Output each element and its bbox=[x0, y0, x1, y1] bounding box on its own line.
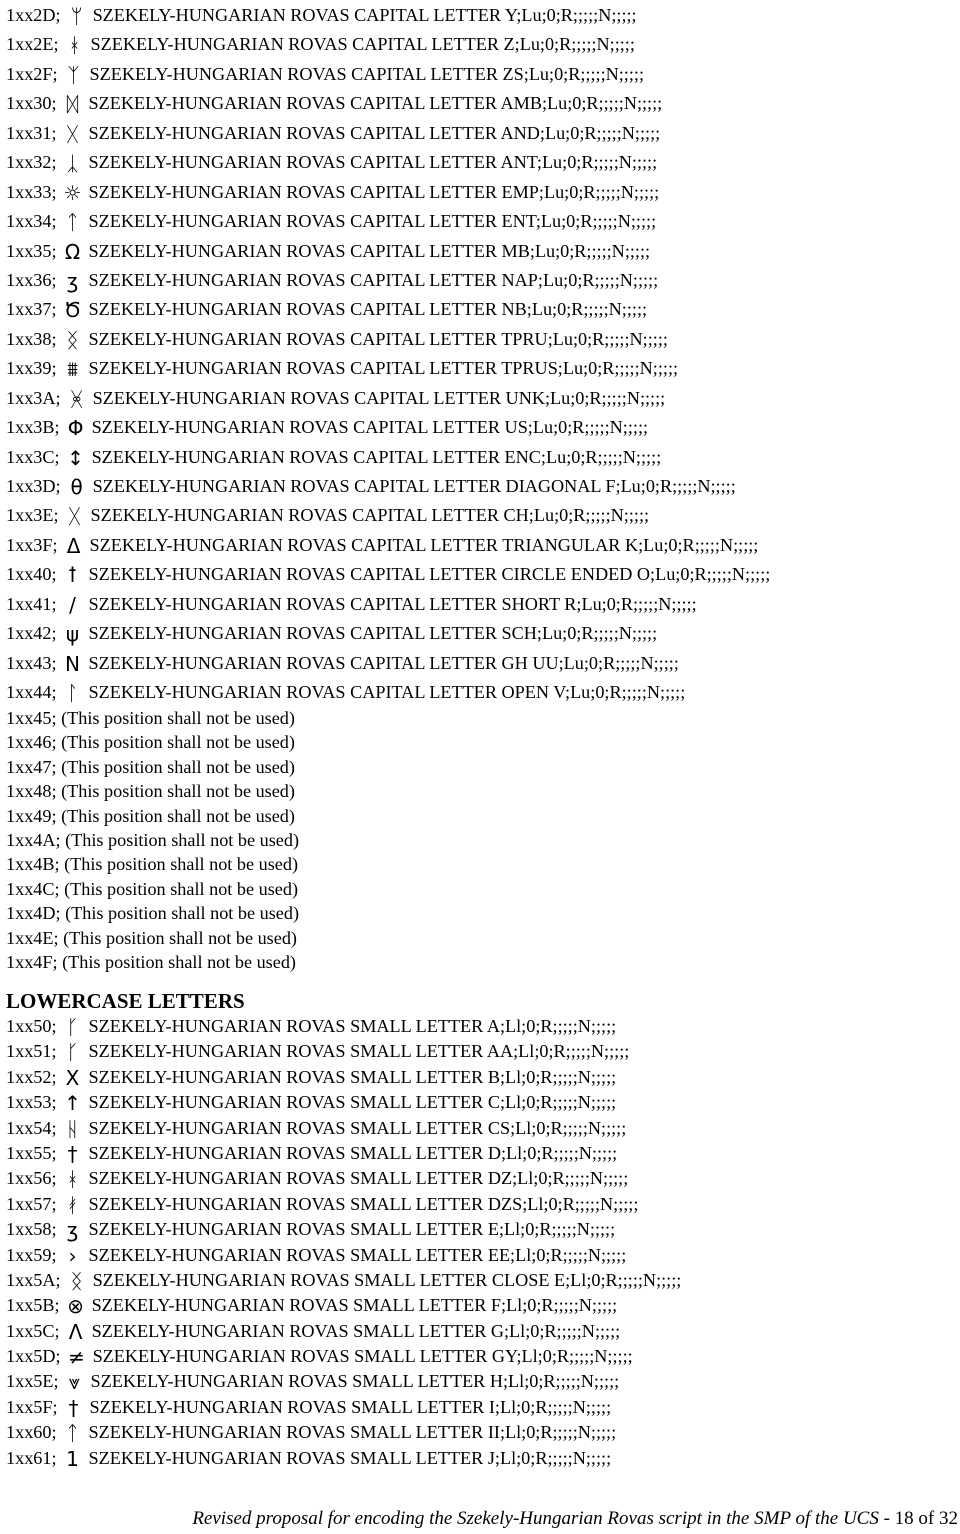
rovas-glyph: ᛘ bbox=[70, 4, 83, 28]
unused-position-row: 1xx4F; (This position shall not be used) bbox=[6, 951, 296, 972]
capital-entry-row bbox=[6, 619, 956, 648]
capital-entry-row bbox=[6, 560, 956, 589]
entry-name: SZEKELY-HUNGARIAN ROVAS SMALL LETTER J;Ll;0;R;;;;;N;;;;; bbox=[88, 1447, 612, 1468]
rovas-glyph: / bbox=[69, 592, 76, 617]
entry-code: 1xx37; bbox=[6, 299, 57, 320]
unused-position-row: 1xx46; (This position shall not be used) bbox=[6, 732, 295, 753]
small-entry-row bbox=[6, 1116, 956, 1141]
entry-name: SZEKELY-HUNGARIAN ROVAS CAPITAL LETTER TPRU;Lu;0;R;;;;;N;;;;; bbox=[88, 328, 668, 349]
capital-entry-row bbox=[6, 325, 956, 354]
rovas-glyph: Ω bbox=[64, 239, 81, 264]
entry-name: SZEKELY-HUNGARIAN ROVAS SMALL LETTER EE;Ll;0;R;;;;;N;;;;; bbox=[88, 1244, 627, 1265]
rovas-glyph: ψ bbox=[65, 622, 80, 647]
entry-name: SZEKELY-HUNGARIAN ROVAS CAPITAL LETTER MB;Lu;0;R;;;;;N;;;;; bbox=[88, 240, 651, 261]
entry-name: SZEKELY-HUNGARIAN ROVAS SMALL LETTER H;Ll;0;R;;;;;N;;;;; bbox=[90, 1371, 620, 1392]
rovas-glyph: † bbox=[68, 1395, 79, 1420]
entry-name: SZEKELY-HUNGARIAN ROVAS SMALL LETTER II;Ll;0;R;;;;;N;;;;; bbox=[88, 1422, 617, 1443]
entry-code: 1xx3F; bbox=[6, 534, 58, 555]
rovas-glyph: ʒ bbox=[66, 1218, 79, 1243]
small-entry-row bbox=[6, 1065, 956, 1090]
small-entry-row bbox=[6, 1166, 956, 1191]
entry-code: 1xx31; bbox=[6, 122, 57, 143]
capital-entry-row bbox=[6, 60, 956, 89]
entry-name: SZEKELY-HUNGARIAN ROVAS CAPITAL LETTER DIAGONAL F;Lu;0;R;;;;;N;;;;; bbox=[92, 476, 736, 496]
entry-name: SZEKELY-HUNGARIAN ROVAS CAPITAL LETTER TPRUS;Lu;0;R;;;;;N;;;;; bbox=[88, 358, 679, 379]
entry-name: SZEKELY-HUNGARIAN ROVAS SMALL LETTER DZ;Ll;0;R;;;;;N;;;;; bbox=[88, 1168, 629, 1189]
entry-name: SZEKELY-HUNGARIAN ROVAS SMALL LETTER C;Ll;0;R;;;;;N;;;;; bbox=[88, 1092, 617, 1113]
entry-code: 1xx5B; bbox=[6, 1295, 60, 1316]
capital-entry-row bbox=[6, 1, 956, 30]
small-entry-row bbox=[6, 1319, 956, 1344]
capital-entry-row bbox=[6, 501, 956, 530]
entry-code: 1xx56; bbox=[6, 1168, 57, 1189]
rovas-glyph: Ծ bbox=[63, 298, 82, 323]
small-letters-list bbox=[6, 1014, 956, 1471]
small-entry-row bbox=[6, 1369, 956, 1394]
capital-entry-row bbox=[6, 295, 956, 324]
entry-code: 1xx3C; bbox=[6, 446, 60, 467]
entry-code: 1xx40; bbox=[6, 564, 57, 585]
capital-entry-row bbox=[6, 148, 956, 177]
rovas-glyph: ᚺ bbox=[66, 1116, 79, 1141]
rovas-glyph: ᛏ bbox=[66, 210, 79, 235]
small-entry-row bbox=[6, 1344, 956, 1369]
capital-entry-row bbox=[6, 178, 956, 207]
entry-name: SZEKELY-HUNGARIAN ROVAS SMALL LETTER GY;Ll;0;R;;;;;N;;;;; bbox=[92, 1346, 633, 1367]
rovas-glyph: ᚷ bbox=[68, 504, 81, 529]
entry-name: SZEKELY-HUNGARIAN ROVAS SMALL LETTER G;Ll;0;R;;;;;N;;;;; bbox=[91, 1320, 621, 1341]
entry-name: SZEKELY-HUNGARIAN ROVAS SMALL LETTER F;Ll;0;R;;;;;N;;;;; bbox=[91, 1295, 618, 1316]
rovas-glyph: ᛏ bbox=[66, 1421, 79, 1446]
small-entry-row bbox=[6, 1014, 956, 1039]
entry-name: SZEKELY-HUNGARIAN ROVAS CAPITAL LETTER ENT;Lu;0;R;;;;;N;;;;; bbox=[88, 211, 657, 232]
lowercase-heading: LOWERCASE LETTERS bbox=[6, 989, 245, 1013]
entry-name: SZEKELY-HUNGARIAN ROVAS CAPITAL LETTER SCH;Lu;0;R;;;;;N;;;;; bbox=[88, 623, 658, 644]
unused-position-row: 1xx47; (This position shall not be used) bbox=[6, 756, 295, 777]
entry-code: 1xx5A; bbox=[6, 1269, 61, 1290]
rovas-glyph: ᛝ bbox=[66, 327, 79, 352]
capital-entry-row bbox=[6, 443, 956, 472]
footer-page-number: - 18 of 32 bbox=[878, 1508, 958, 1529]
entry-code: 1xx32; bbox=[6, 152, 57, 173]
small-entry-row bbox=[6, 1268, 956, 1293]
entry-name: SZEKELY-HUNGARIAN ROVAS CAPITAL LETTER SHORT R;Lu;0;R;;;;;N;;;;; bbox=[88, 593, 697, 614]
capital-entry-row bbox=[6, 531, 956, 560]
entry-code: 1xx58; bbox=[6, 1219, 57, 1240]
entry-name: SZEKELY-HUNGARIAN ROVAS CAPITAL LETTER ENC;Lu;0;R;;;;;N;;;;; bbox=[91, 446, 662, 467]
rovas-glyph: ꝉ bbox=[68, 563, 77, 588]
entry-name: SZEKELY-HUNGARIAN ROVAS CAPITAL LETTER ZS;Lu;0;R;;;;;N;;;;; bbox=[89, 63, 645, 84]
entry-name: SZEKELY-HUNGARIAN ROVAS CAPITAL LETTER GH UU;Lu;0;R;;;;;N;;;;; bbox=[88, 652, 679, 673]
rovas-glyph: ᚼ bbox=[66, 1167, 79, 1192]
entry-code: 1xx3B; bbox=[6, 417, 60, 438]
entry-name: SZEKELY-HUNGARIAN ROVAS SMALL LETTER CS;Ll;0;R;;;;;N;;;;; bbox=[88, 1117, 627, 1138]
entry-code: 1xx5C; bbox=[6, 1320, 60, 1341]
unused-position-row: 1xx48; (This position shall not be used) bbox=[6, 781, 295, 802]
entry-name: SZEKELY-HUNGARIAN ROVAS SMALL LETTER CLOSE E;Ll;0;R;;;;;N;;;;; bbox=[92, 1269, 682, 1290]
entry-name: SZEKELY-HUNGARIAN ROVAS SMALL LETTER I;Ll;0;R;;;;;N;;;;; bbox=[89, 1396, 612, 1417]
rovas-glyph: ᛉ bbox=[67, 62, 80, 87]
entry-code: 1xx34; bbox=[6, 211, 57, 232]
entry-code: 1xx42; bbox=[6, 623, 57, 644]
entry-name: SZEKELY-HUNGARIAN ROVAS CAPITAL LETTER NB;Lu;0;R;;;;;N;;;;; bbox=[88, 299, 648, 320]
capital-entry-row bbox=[6, 30, 956, 59]
capital-letters-list bbox=[6, 1, 956, 708]
small-entry-row bbox=[6, 1293, 956, 1318]
entry-code: 1xx33; bbox=[6, 181, 57, 202]
rovas-glyph: › bbox=[68, 1243, 77, 1268]
capital-entry-row bbox=[6, 89, 956, 118]
small-entry-row bbox=[6, 1141, 956, 1166]
entry-code: 1xx2F; bbox=[6, 63, 58, 84]
entry-code: 1xx44; bbox=[6, 682, 57, 703]
entry-code: 1xx30; bbox=[6, 93, 57, 114]
entry-code: 1xx39; bbox=[6, 358, 57, 379]
small-entry-row bbox=[6, 1420, 956, 1445]
entry-name: SZEKELY-HUNGARIAN ROVAS SMALL LETTER D;Ll;0;R;;;;;N;;;;; bbox=[88, 1142, 618, 1163]
rovas-glyph: ≠ bbox=[68, 1345, 85, 1370]
entry-name: SZEKELY-HUNGARIAN ROVAS CAPITAL LETTER CH;Lu;0;R;;;;;N;;;;; bbox=[90, 505, 650, 526]
entry-code: 1xx5F; bbox=[6, 1396, 58, 1417]
capital-entry-row bbox=[6, 649, 956, 678]
entry-code: 1xx61; bbox=[6, 1447, 57, 1468]
rovas-glyph: ⩔ bbox=[68, 1370, 81, 1395]
entry-code: 1xx43; bbox=[6, 652, 57, 673]
entry-name: SZEKELY-HUNGARIAN ROVAS SMALL LETTER E;Ll;0;R;;;;;N;;;;; bbox=[88, 1219, 616, 1240]
small-entry-row bbox=[6, 1039, 956, 1064]
rovas-glyph: θ bbox=[70, 475, 83, 499]
rovas-glyph: ᛣ bbox=[66, 151, 79, 176]
entry-code: 1xx57; bbox=[6, 1193, 57, 1214]
rovas-glyph: † bbox=[67, 1141, 78, 1166]
rovas-glyph: Δ bbox=[66, 533, 81, 558]
unused-position-row: 1xx4E; (This position shall not be used) bbox=[6, 927, 297, 948]
entry-name: SZEKELY-HUNGARIAN ROVAS CAPITAL LETTER Z;Lu;0;R;;;;;N;;;;; bbox=[90, 34, 635, 55]
rovas-glyph: ☼ bbox=[63, 180, 82, 205]
capital-entry-row bbox=[6, 384, 956, 413]
entry-name: SZEKELY-HUNGARIAN ROVAS CAPITAL LETTER US;Lu;0;R;;;;;N;;;;; bbox=[91, 417, 649, 438]
entry-code: 1xx59; bbox=[6, 1244, 57, 1265]
entry-code: 1xx3A; bbox=[6, 387, 61, 408]
entry-name: SZEKELY-HUNGARIAN ROVAS SMALL LETTER DZS;Ll;0;R;;;;;N;;;;; bbox=[88, 1193, 639, 1214]
capital-entry-row bbox=[6, 472, 956, 501]
entry-code: 1xx35; bbox=[6, 240, 57, 261]
entry-name: SZEKELY-HUNGARIAN ROVAS CAPITAL LETTER AMB;Lu;0;R;;;;;N;;;;; bbox=[88, 93, 663, 114]
rovas-glyph: X bbox=[65, 1065, 80, 1090]
entry-name: SZEKELY-HUNGARIAN ROVAS CAPITAL LETTER TRIANGULAR K;Lu;0;R;;;;;N;;;;; bbox=[89, 534, 759, 555]
unused-position-row: 1xx4C; (This position shall not be used) bbox=[6, 878, 298, 899]
rovas-glyph: ᚯ bbox=[66, 1192, 79, 1217]
entry-code: 1xx2D; bbox=[6, 5, 61, 25]
small-entry-row bbox=[6, 1446, 956, 1471]
entry-code: 1xx3D; bbox=[6, 476, 61, 496]
small-entry-row bbox=[6, 1090, 956, 1115]
rovas-glyph: ↕ bbox=[67, 445, 84, 470]
entry-code: 1xx3E; bbox=[6, 505, 59, 526]
unused-position-row: 1xx4D; (This position shall not be used) bbox=[6, 903, 299, 924]
rovas-glyph: Ν bbox=[65, 651, 81, 676]
unused-position-row: 1xx45; (This position shall not be used) bbox=[6, 708, 295, 728]
entry-code: 1xx54; bbox=[6, 1117, 57, 1138]
rovas-glyph: ᛝ bbox=[70, 1268, 83, 1293]
capital-entry-row bbox=[6, 207, 956, 236]
capital-entry-row bbox=[6, 354, 956, 383]
capital-entry-row bbox=[6, 119, 956, 148]
entry-name: SZEKELY-HUNGARIAN ROVAS SMALL LETTER AA;Ll;0;R;;;;;N;;;;; bbox=[88, 1041, 630, 1062]
rovas-glyph: ᚴ bbox=[66, 1040, 79, 1065]
unused-positions-list bbox=[6, 706, 299, 974]
page-footer bbox=[192, 1505, 958, 1533]
capital-entry-row bbox=[6, 678, 956, 707]
entry-code: 1xx41; bbox=[6, 593, 57, 614]
entry-name: SZEKELY-HUNGARIAN ROVAS CAPITAL LETTER EMP;Lu;0;R;;;;;N;;;;; bbox=[88, 181, 660, 202]
entry-code: 1xx52; bbox=[6, 1066, 57, 1087]
capital-entry-row bbox=[6, 266, 956, 295]
capital-entry-row bbox=[6, 413, 956, 442]
rovas-glyph: Φ bbox=[67, 416, 84, 441]
rovas-glyph: ᚼ bbox=[68, 33, 81, 58]
entry-code: 1xx53; bbox=[6, 1092, 57, 1113]
capital-entry-row bbox=[6, 237, 956, 266]
entry-code: 1xx55; bbox=[6, 1142, 57, 1163]
footer-title: Revised proposal for encoding the Szekely-Hungarian Rovas script in the SMP of the UCS bbox=[192, 1508, 879, 1529]
small-entry-row bbox=[6, 1395, 956, 1420]
entry-code: 1xx5D; bbox=[6, 1346, 61, 1367]
unused-position-row: 1xx49; (This position shall not be used) bbox=[6, 805, 295, 826]
rovas-glyph: ⩩ bbox=[67, 357, 78, 382]
small-entry-row bbox=[6, 1192, 956, 1217]
rovas-glyph: ʒ bbox=[66, 268, 79, 293]
entry-code: 1xx60; bbox=[6, 1422, 57, 1443]
rovas-glyph: Λ bbox=[68, 1319, 83, 1344]
entry-name: SZEKELY-HUNGARIAN ROVAS CAPITAL LETTER OPEN V;Lu;0;R;;;;;N;;;;; bbox=[88, 682, 686, 703]
entry-name: SZEKELY-HUNGARIAN ROVAS CAPITAL LETTER ANT;Lu;0;R;;;;;N;;;;; bbox=[88, 152, 658, 173]
entry-name: SZEKELY-HUNGARIAN ROVAS SMALL LETTER A;Ll;0;R;;;;;N;;;;; bbox=[88, 1016, 617, 1036]
rovas-glyph: ᛚ bbox=[66, 681, 79, 706]
entry-code: 1xx2E; bbox=[6, 34, 59, 55]
rovas-glyph: ↑ bbox=[64, 1091, 81, 1116]
entry-code: 1xx51; bbox=[6, 1041, 57, 1062]
rovas-glyph: 1 bbox=[66, 1446, 79, 1471]
entry-name: SZEKELY-HUNGARIAN ROVAS CAPITAL LETTER AND;Lu;0;R;;;;;N;;;;; bbox=[88, 122, 661, 143]
capital-entry-row bbox=[6, 590, 956, 619]
rovas-glyph: ⊗ bbox=[67, 1294, 84, 1319]
rovas-glyph: ᚴ bbox=[66, 1015, 79, 1039]
entry-name: SZEKELY-HUNGARIAN ROVAS CAPITAL LETTER CIRCLE ENDED O;Lu;0;R;;;;;N;;;;; bbox=[88, 564, 771, 585]
unused-position-row: 1xx4A; (This position shall not be used) bbox=[6, 829, 299, 850]
entry-name: SZEKELY-HUNGARIAN ROVAS CAPITAL LETTER NAP;Lu;0;R;;;;;N;;;;; bbox=[88, 269, 659, 290]
unused-position-row: 1xx4B; (This position shall not be used) bbox=[6, 854, 298, 875]
small-entry-row bbox=[6, 1243, 956, 1268]
entry-code: 1xx38; bbox=[6, 328, 57, 349]
rovas-glyph: ᚸ bbox=[70, 386, 83, 411]
rovas-glyph: ᛞ bbox=[66, 92, 79, 117]
entry-name: SZEKELY-HUNGARIAN ROVAS SMALL LETTER B;Ll;0;R;;;;;N;;;;; bbox=[88, 1066, 617, 1087]
entry-code: 1xx50; bbox=[6, 1016, 57, 1036]
entry-name: SZEKELY-HUNGARIAN ROVAS CAPITAL LETTER UNK;Lu;0;R;;;;;N;;;;; bbox=[92, 387, 666, 408]
entry-name: SZEKELY-HUNGARIAN ROVAS CAPITAL LETTER Y;Lu;0;R;;;;;N;;;;; bbox=[92, 5, 637, 25]
rovas-glyph: ᚷ bbox=[66, 121, 79, 146]
small-entry-row bbox=[6, 1217, 956, 1242]
entry-code: 1xx36; bbox=[6, 269, 57, 290]
entry-code: 1xx5E; bbox=[6, 1371, 59, 1392]
